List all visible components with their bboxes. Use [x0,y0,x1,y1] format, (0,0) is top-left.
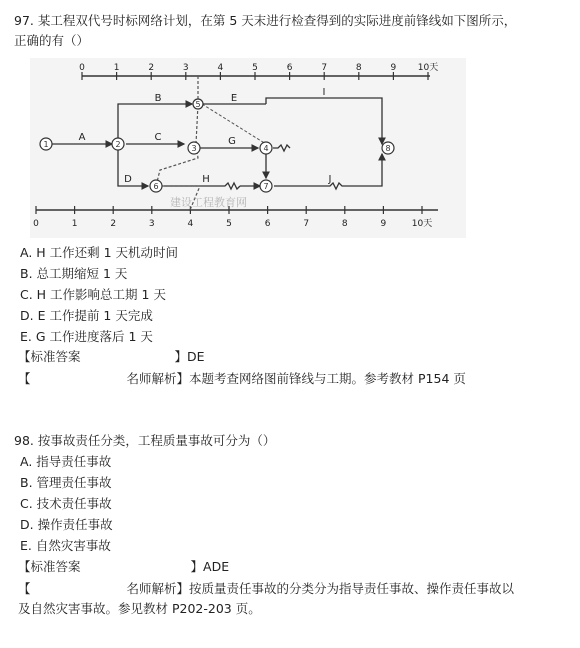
node-label: 8 [385,144,391,153]
scale-label: 8 [355,63,362,73]
q97-stem-line1: 97. 某工程双代号时标网络计划，在第 5 天末进行检查得到的实际进度前锋线如下图所示， [14,13,517,28]
answer-value: 】ADE [190,559,230,574]
activity-label: E [230,93,238,104]
scale-label: 7 [303,219,310,229]
scale-label: 0 [33,219,39,229]
q98-option-d: D. 操作责任事故 [20,517,113,532]
q98-option-b: B. 管理责任事故 [20,475,112,490]
node-label: 7 [263,182,269,191]
scale-label: 7 [321,63,328,73]
q97-option-e: E. G 工作进度落后 1 天 [20,329,153,344]
scale-label: 6 [286,63,293,73]
watermark-text: 建设工程教育网 [170,196,247,209]
q97-option-b: B. 总工期缩短 1 天 [20,266,128,281]
activity-label: I [322,87,326,98]
node-label: 1 [43,140,49,149]
node-label: 4 [263,144,269,153]
q98-stem: 98. 按事故责任分类，工程质量事故可分为（） [14,433,276,448]
scale-label: 1 [71,219,78,229]
scale-label: 1 [113,63,120,73]
node-label: 5 [195,100,201,109]
node-label: 2 [115,140,121,149]
node-label: 6 [153,182,159,191]
answer-value: 】DE [174,349,205,364]
analysis-open: 【 [18,581,31,596]
scale-label: 4 [187,219,194,229]
scale-label: 4 [217,63,224,73]
answer-label: 【标准答案 [18,349,81,364]
q97-analysis [18,370,466,388]
scale-label: 6 [264,219,271,229]
scale-label: 3 [182,63,189,73]
activity-label: H [202,174,210,185]
activity-label: G [228,136,236,147]
answer-label: 【标准答案 [18,559,81,574]
scale-label: 5 [252,63,258,73]
scale-label: 2 [110,219,117,229]
analysis-text: 】按质量责任事故的分类分为指导责任事故、操作责任事故以 [176,581,515,596]
scale-label: 9 [380,219,387,229]
q97-option-a: A. H 工作还剩 1 天机动时间 [20,245,179,260]
q97-option-c: C. H 工作影响总工期 1 天 [20,287,166,302]
analysis-label: 名师解析 [126,581,177,596]
q98-analysis-line2: 及自然灾害事故。参见教材 P202-203 页。 [18,601,261,616]
network-diagram [30,58,466,238]
analysis-text: 】本题考查网络图前锋线与工期。参考教材 P154 页 [176,371,466,386]
scale-label: 2 [148,63,155,73]
scale-label: 8 [341,219,348,229]
q98-answer [18,558,229,576]
q98-analysis [18,580,514,598]
activity-label: J [328,174,332,185]
scale-label: 5 [226,219,232,229]
analysis-label: 名师解析 [126,371,177,386]
q98-option-a: A. 指导责任事故 [20,454,112,469]
q98-option-e: E. 自然灾害事故 [20,538,111,553]
q97-stem-line2: 正确的有（） [14,33,90,48]
network-diagram-svg [30,58,466,238]
node-label: 3 [191,144,197,153]
activity-label: C [154,132,162,143]
q97-answer [18,348,205,366]
q97-option-d: D. E 工作提前 1 天完成 [20,308,153,323]
scale-label: 9 [390,63,397,73]
activity-label: D [124,174,132,185]
scale-label: 0 [79,63,85,73]
activity-label: B [154,93,162,104]
analysis-open: 【 [18,371,31,386]
activity-label: A [78,132,86,143]
q98-option-c: C. 技术责任事故 [20,496,112,511]
scale-label: 10天 [411,219,433,229]
scale-label: 3 [148,219,155,229]
scale-label: 10天 [417,63,439,73]
